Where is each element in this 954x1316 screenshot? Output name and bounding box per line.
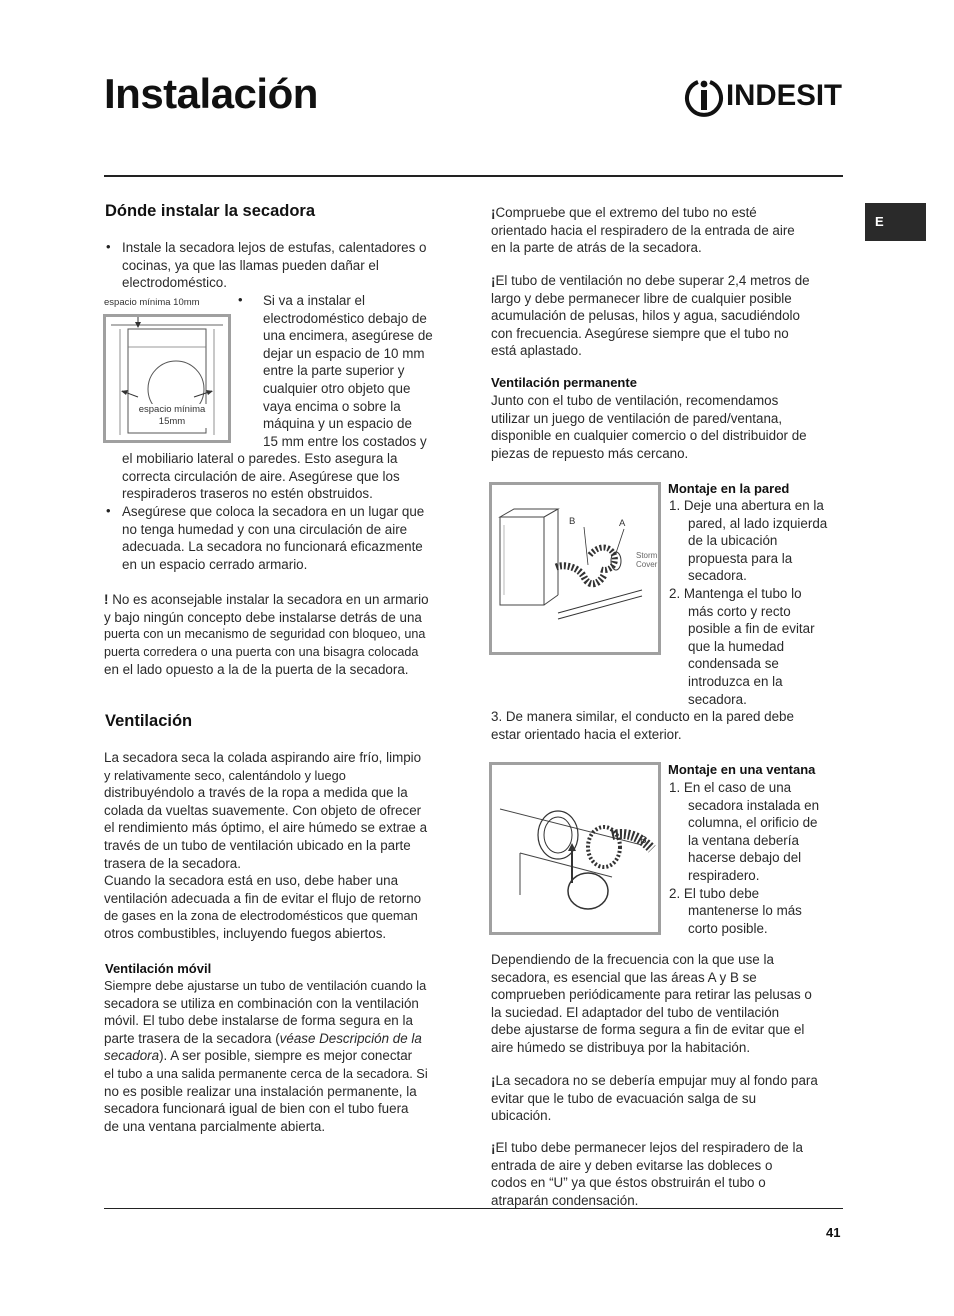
heading-permanent-vent: Ventilación permanente [491,375,637,390]
window-vent-illustration [492,765,658,932]
figure-label-side: espacio mínima 15mm [132,404,212,428]
indesit-logo-icon [684,76,724,120]
bullet-2-text-b: el mobiliario lateral o paredes. Esto asegura la correcta circulación de aire. Asegúrese que los respiraderos traseros no estén obstruidos. [122,451,400,502]
bullet-2-text-a: Si va a instalar el electrodoméstico debajo de una encimera, asegúrese de dejar un espacio de 10 mm entre la parte superior y cualquier otro objeto que vaya encima o sobre la máquina y un espacio de 15 mm entre los costados y [263,293,433,449]
permanent-vent-paragraph: Junto con el tubo de ventilación, recomendamos utilizar un juego de ventilación de pared/ventana, disponible en cualquier comercio o del distribuidor de piezas de repuesto más cercano. [491,393,807,461]
page-title: Instalación [104,70,318,117]
note-tube-orientation: ¡Compruebe que el extremo del tubo no esté orientado hacia el respiradero de la entrada de aire en la parte de atrás de la secadora. [491,205,795,256]
window-mount-list: 1. En el caso de una secadora instalada en columna, el orificio de la ventana debería hacerse debajo del respiradero. 2. El tubo debe mantenerse lo más corto posible. [669,780,820,936]
wall-mount-list: 1. Deje una abertura en la pared, al lado izquierda de la ubicación propuesta para la secadora. 2. Mantenga el tubo lo más corto y recto posible a fin de evitar que la humedad condensada se introduzca en la secadora. [669,498,828,707]
figure-label-storm-cover: Storm Cover [636,551,658,569]
mobile-vent-paragraph: Siempre debe ajustarse un tubo de ventilación cuando la secadora se utiliza en combinación con la ventilación móvil. El tubo debe instalarse de forma segura en la parte trasera de la secadora (véase Descripción de la secadora). A ser posible, siempre es mejor conectar el tubo a una salida permanente cerca de la secadora. Si no es posible realizar una instalación permanente, la secadora funcionará igual de bien con el tubo fuera de una ventana parcialmente abierta. [104,978,428,1134]
wall-vent-illustration [492,485,658,652]
page-number: 41 [826,1225,841,1240]
bullet-icon: • [238,292,243,307]
note-tube-bends: ¡El tubo debe permanecer lejos del respiradero de la entrada de aire y deben evitarse las dobleces o codos en “U” ya que éstos obstruirán el tubo o atraparán condensación. [491,1140,803,1208]
wall-mount-step-3: 3. De manera similar, el conducto en la pared debe estar orientado hacia el exterior. [491,709,794,742]
bullet-3-text: Asegúrese que coloca la secadora en un lugar que no tenga humedad y con una circulación de aire adecuada. La secadora no funcionará eficazmente en un espacio cerrado armario. [122,504,425,572]
window-mount-diagram [489,762,661,935]
note-push-back: ¡La secadora no se debería empujar muy al fondo para evitar que le tubo de evacuación salga de su ubicación. [491,1073,818,1124]
figure-label-top: espacio mínima 10mm [104,297,200,308]
heading-ventilation: Ventilación [105,712,193,730]
language-tab: E [865,203,926,241]
bullet-1-text: Instale la secadora lejos de estufas, calentadores o cocinas, ya que las llamas pueden dañar el electrodoméstico. [122,240,427,291]
bullet-icon: • [106,503,111,518]
warning-icon: ! [104,592,109,607]
heading-wall-mount: Montaje en la pared [668,481,790,496]
figure-label-b: B [569,516,576,527]
caution-icon: ¡ [491,273,496,288]
footer-rule [104,1208,843,1209]
ventilation-paragraph: La secadora seca la colada aspirando aire frío, limpio y relativamente seco, calentándolo y luego distribuyéndolo a través de la ropa a medida que la colada da vueltas suavemente. Con objeto de ofrecer el rendimiento más óptimo, el aire húmedo se extrae a través de un tubo de ventilación ubicado en la parte trasera de la secadora. Cuando la secadora está en uso, debe haber una ventilación adecuada a fin de evitar el flujo de retorno de gases en la zona de electrodomésticos que queman otros combustibles, incluyendo fuegos abiertos. [104,750,428,941]
brand-wordmark: INDESIT [726,79,842,112]
warning-cabinet: ! No es aconsejable instalar la secadora en un armario y bajo ningún concepto debe instalarse detrás de una puerta con un mecanismo de seguridad con bloqueo, una puerta corredera o una puerta con una bisagra colocada en el lado opuesto a la de la puerta de la secadora. [104,592,429,678]
caution-icon: ¡ [491,1073,496,1088]
heading-mobile-vent: Ventilación móvil [105,961,212,976]
bullet-icon: • [106,239,111,254]
caution-icon: ¡ [491,1140,496,1155]
caution-icon: ¡ [491,205,496,220]
heading-where-install: Dónde instalar la secadora [105,202,315,220]
brand-logo [684,76,844,120]
figure-label-a: A [619,518,626,529]
wall-mount-diagram [489,482,661,655]
heading-window-mount: Montaje en una ventana [668,762,816,777]
note-tube-length: ¡El tubo de ventilación no debe superar 2,4 metros de largo y debe permanecer libre de cualquier posible acumulación de pelusas, hilos y agua, sacudiéndolo con frecuencia. Asegúrese siempre que el tubo no está aplastado. [491,273,810,359]
header-rule [104,175,843,177]
clearance-diagram [103,314,231,443]
maintenance-paragraph: Dependiendo de la frecuencia con la que use la secadora, es esencial que las áreas A y B se comprueben periódicamente para retirar las pelusas o la suciedad. El adaptador del tubo de ventilación debe ajustarse de forma segura a fin de evitar que el aire húmedo se distribuya por la habitación. [491,952,812,1055]
figure-label-b: B [640,835,647,846]
